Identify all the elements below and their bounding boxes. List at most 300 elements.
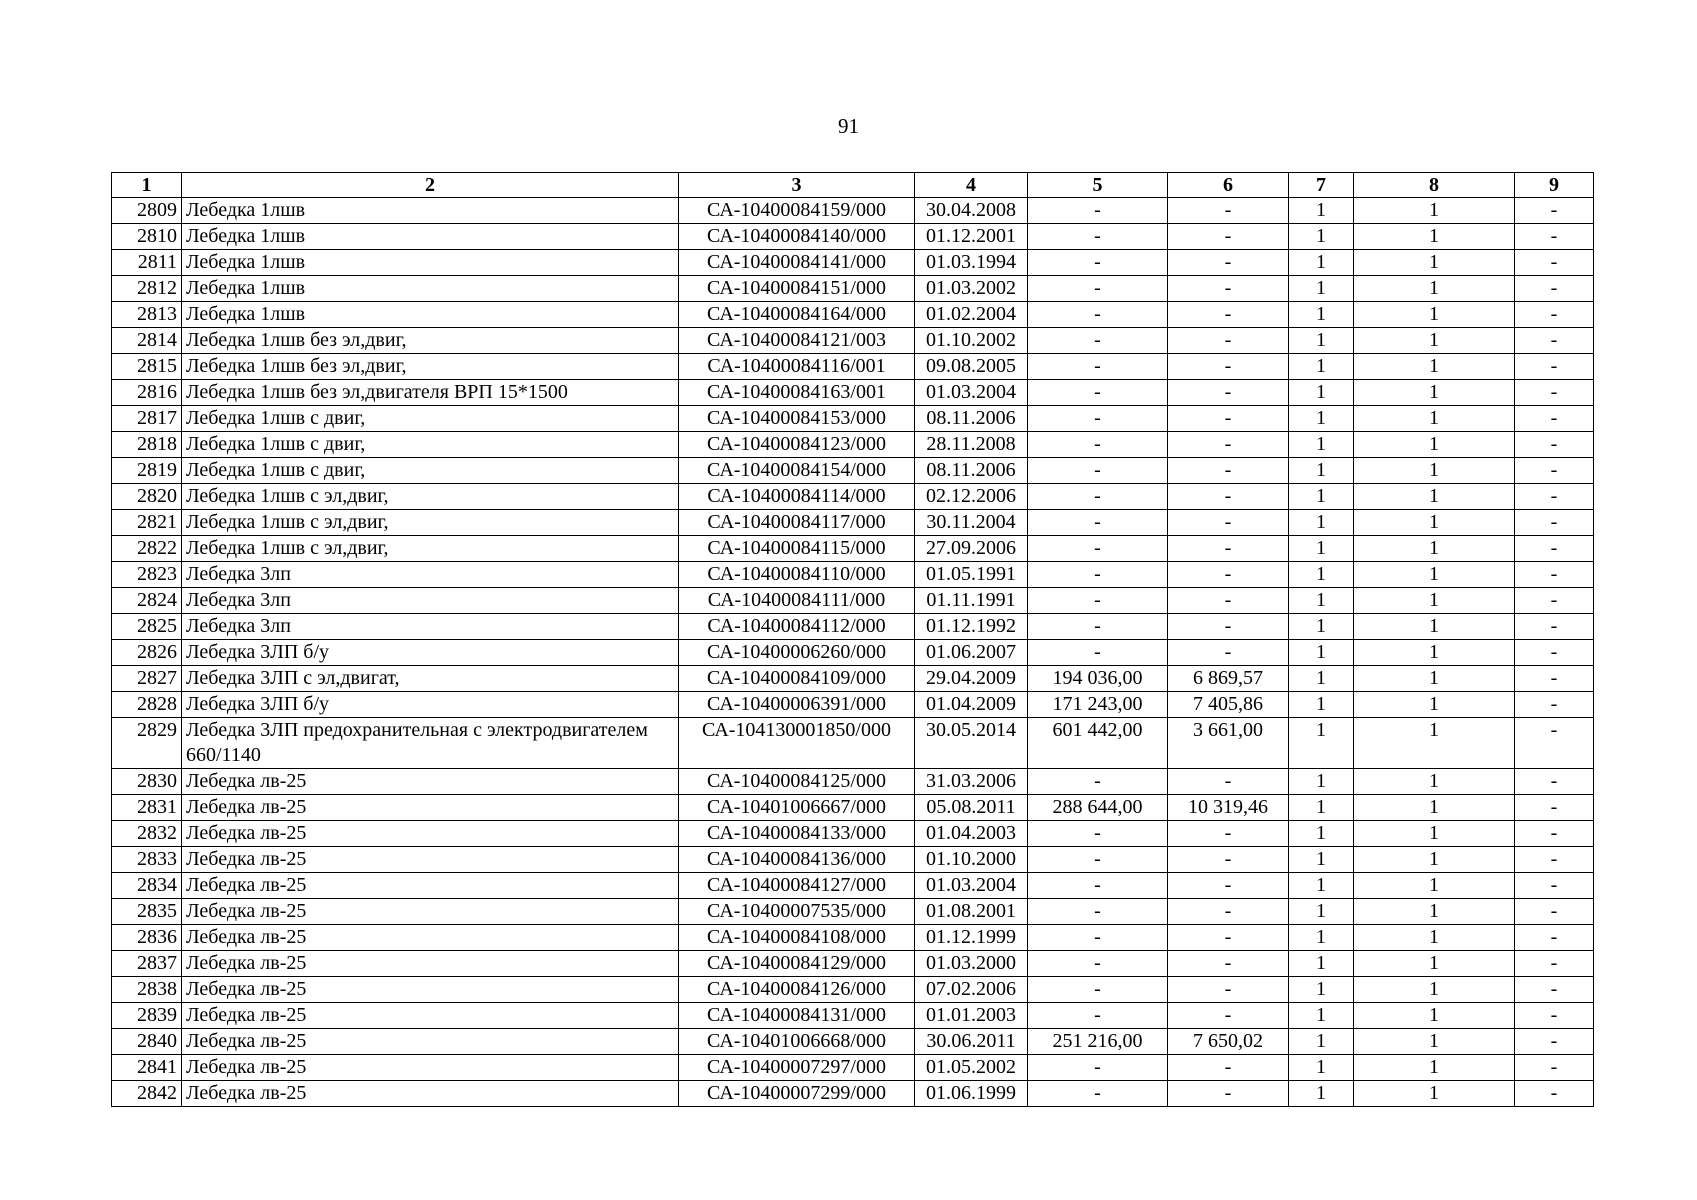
quantity-cell: 1 [1354, 977, 1515, 1003]
value-cell: 7 405,86 [1168, 692, 1289, 718]
value-cell: - [1515, 328, 1594, 354]
quantity-cell: 1 [1354, 536, 1515, 562]
value-cell: - [1168, 510, 1289, 536]
value-cell: - [1028, 302, 1168, 328]
inventory-code: СА-10400084163/001 [679, 380, 915, 406]
inventory-code: СА-10400084136/000 [679, 847, 915, 873]
value-cell: - [1515, 873, 1594, 899]
value-cell: - [1168, 951, 1289, 977]
row-number: 2829 [112, 718, 182, 769]
date-cell: 30.06.2011 [915, 1029, 1028, 1055]
table-row [112, 899, 1594, 925]
item-name: Лебедка лв-25 [182, 951, 679, 977]
inventory-code: СА-10400084109/000 [679, 666, 915, 692]
quantity-cell: 1 [1289, 795, 1354, 821]
table-row [112, 224, 1594, 250]
quantity-cell: 1 [1354, 198, 1515, 224]
quantity-cell: 1 [1354, 276, 1515, 302]
register-table [111, 172, 1594, 1107]
value-cell: - [1028, 536, 1168, 562]
date-cell: 01.12.1999 [915, 925, 1028, 951]
table-row [112, 821, 1594, 847]
value-cell: - [1028, 562, 1168, 588]
inventory-code: СА-10400084123/000 [679, 432, 915, 458]
table-row [112, 458, 1594, 484]
item-name: Лебедка лв-25 [182, 977, 679, 1003]
value-cell: - [1028, 484, 1168, 510]
date-cell: 01.10.2002 [915, 328, 1028, 354]
value-cell: - [1028, 510, 1168, 536]
value-cell: - [1515, 1029, 1594, 1055]
quantity-cell: 1 [1354, 1081, 1515, 1107]
value-cell: - [1168, 406, 1289, 432]
quantity-cell: 1 [1354, 873, 1515, 899]
quantity-cell: 1 [1354, 847, 1515, 873]
row-number: 2840 [112, 1029, 182, 1055]
value-cell: - [1168, 354, 1289, 380]
value-cell: - [1168, 977, 1289, 1003]
value-cell: - [1168, 640, 1289, 666]
quantity-cell: 1 [1354, 795, 1515, 821]
inventory-code: СА-10400084131/000 [679, 1003, 915, 1029]
inventory-code: СА-10400084153/000 [679, 406, 915, 432]
date-cell: 27.09.2006 [915, 536, 1028, 562]
row-number: 2833 [112, 847, 182, 873]
quantity-cell: 1 [1289, 484, 1354, 510]
value-cell: - [1515, 614, 1594, 640]
column-header: 5 [1028, 173, 1168, 198]
value-cell: - [1168, 484, 1289, 510]
inventory-code: СА-10400084141/000 [679, 250, 915, 276]
value-cell: - [1168, 821, 1289, 847]
item-name: Лебедка 1лшв с двиг, [182, 432, 679, 458]
date-cell: 01.12.1992 [915, 614, 1028, 640]
quantity-cell: 1 [1354, 328, 1515, 354]
inventory-code: СА-10400006391/000 [679, 692, 915, 718]
value-cell: - [1168, 1003, 1289, 1029]
table-row [112, 1029, 1594, 1055]
inventory-code: СА-10400084140/000 [679, 224, 915, 250]
value-cell: - [1515, 1003, 1594, 1029]
quantity-cell: 1 [1354, 562, 1515, 588]
inventory-code: СА-10400084125/000 [679, 769, 915, 795]
item-name: Лебедка 1лшв [182, 276, 679, 302]
value-cell: - [1515, 795, 1594, 821]
item-name: Лебедка лв-25 [182, 1029, 679, 1055]
inventory-code: СА-10400084108/000 [679, 925, 915, 951]
value-cell: - [1028, 250, 1168, 276]
table-row [112, 510, 1594, 536]
row-number: 2822 [112, 536, 182, 562]
inventory-code: СА-10400084121/003 [679, 328, 915, 354]
value-cell: - [1168, 1055, 1289, 1081]
quantity-cell: 1 [1289, 510, 1354, 536]
column-header: 1 [112, 173, 182, 198]
table-row [112, 536, 1594, 562]
table-row [112, 302, 1594, 328]
value-cell: - [1515, 1055, 1594, 1081]
table-row [112, 250, 1594, 276]
date-cell: 05.08.2011 [915, 795, 1028, 821]
quantity-cell: 1 [1289, 380, 1354, 406]
item-name: Лебедка 3лп [182, 588, 679, 614]
value-cell: - [1028, 951, 1168, 977]
value-cell: - [1515, 224, 1594, 250]
date-cell: 01.05.1991 [915, 562, 1028, 588]
value-cell: 288 644,00 [1028, 795, 1168, 821]
table-row [112, 432, 1594, 458]
inventory-code: СА-10400084154/000 [679, 458, 915, 484]
quantity-cell: 1 [1354, 1029, 1515, 1055]
table-row [112, 1055, 1594, 1081]
inventory-code: СА-10400084115/000 [679, 536, 915, 562]
quantity-cell: 1 [1354, 406, 1515, 432]
table-row [112, 328, 1594, 354]
row-number: 2811 [112, 250, 182, 276]
value-cell: - [1515, 458, 1594, 484]
quantity-cell: 1 [1354, 925, 1515, 951]
inventory-code: СА-10400084133/000 [679, 821, 915, 847]
column-header: 3 [679, 173, 915, 198]
page-number: 91 [838, 114, 859, 138]
inventory-code: СА-10401006667/000 [679, 795, 915, 821]
quantity-cell: 1 [1289, 718, 1354, 769]
inventory-code: СА-104130001850/000 [679, 718, 915, 769]
value-cell: - [1168, 847, 1289, 873]
table-row [112, 873, 1594, 899]
quantity-cell: 1 [1289, 328, 1354, 354]
quantity-cell: 1 [1289, 899, 1354, 925]
date-cell: 01.01.2003 [915, 1003, 1028, 1029]
value-cell: - [1168, 588, 1289, 614]
quantity-cell: 1 [1289, 769, 1354, 795]
value-cell: 6 869,57 [1168, 666, 1289, 692]
row-number: 2819 [112, 458, 182, 484]
date-cell: 09.08.2005 [915, 354, 1028, 380]
row-number: 2821 [112, 510, 182, 536]
date-cell: 01.03.2002 [915, 276, 1028, 302]
item-name: Лебедка лв-25 [182, 821, 679, 847]
value-cell: 3 661,00 [1168, 718, 1289, 769]
item-name: Лебедка 1лшв без эл,двигателя ВРП 15*1500 [182, 380, 679, 406]
quantity-cell: 1 [1354, 718, 1515, 769]
quantity-cell: 1 [1354, 821, 1515, 847]
inventory-code: СА-10400084129/000 [679, 951, 915, 977]
row-number: 2816 [112, 380, 182, 406]
quantity-cell: 1 [1289, 925, 1354, 951]
value-cell: 194 036,00 [1028, 666, 1168, 692]
header-row [112, 173, 1594, 198]
date-cell: 07.02.2006 [915, 977, 1028, 1003]
row-number: 2832 [112, 821, 182, 847]
inventory-code: СА-10400084164/000 [679, 302, 915, 328]
quantity-cell: 1 [1289, 198, 1354, 224]
date-cell: 01.04.2009 [915, 692, 1028, 718]
row-number: 2827 [112, 666, 182, 692]
value-cell: - [1028, 276, 1168, 302]
quantity-cell: 1 [1354, 510, 1515, 536]
inventory-code: СА-10400084117/000 [679, 510, 915, 536]
row-number: 2813 [112, 302, 182, 328]
date-cell: 01.03.2000 [915, 951, 1028, 977]
date-cell: 08.11.2006 [915, 458, 1028, 484]
value-cell: - [1515, 899, 1594, 925]
inventory-code: СА-10400084126/000 [679, 977, 915, 1003]
quantity-cell: 1 [1289, 847, 1354, 873]
value-cell: - [1028, 977, 1168, 1003]
row-number: 2826 [112, 640, 182, 666]
date-cell: 01.12.2001 [915, 224, 1028, 250]
date-cell: 28.11.2008 [915, 432, 1028, 458]
quantity-cell: 1 [1354, 484, 1515, 510]
date-cell: 01.03.1994 [915, 250, 1028, 276]
row-number: 2824 [112, 588, 182, 614]
quantity-cell: 1 [1289, 821, 1354, 847]
date-cell: 01.06.2007 [915, 640, 1028, 666]
item-name: Лебедка 3ЛП предохранительная с электродвигателем 660/1140 [182, 718, 679, 769]
item-name: Лебедка лв-25 [182, 769, 679, 795]
table-row [112, 198, 1594, 224]
row-number: 2820 [112, 484, 182, 510]
date-cell: 08.11.2006 [915, 406, 1028, 432]
value-cell: - [1028, 458, 1168, 484]
value-cell: - [1168, 250, 1289, 276]
table-row [112, 380, 1594, 406]
item-name: Лебедка лв-25 [182, 873, 679, 899]
quantity-cell: 1 [1354, 1003, 1515, 1029]
table-row [112, 718, 1594, 769]
table-row [112, 588, 1594, 614]
value-cell: - [1515, 380, 1594, 406]
item-name: Лебедка 1лшв с эл,двиг, [182, 510, 679, 536]
table-row [112, 484, 1594, 510]
quantity-cell: 1 [1289, 302, 1354, 328]
row-number: 2834 [112, 873, 182, 899]
date-cell: 01.05.2002 [915, 1055, 1028, 1081]
table-row [112, 795, 1594, 821]
row-number: 2838 [112, 977, 182, 1003]
date-cell: 01.06.1999 [915, 1081, 1028, 1107]
value-cell: - [1515, 510, 1594, 536]
date-cell: 30.04.2008 [915, 198, 1028, 224]
quantity-cell: 1 [1289, 458, 1354, 484]
item-name: Лебедка 3ЛП б/у [182, 640, 679, 666]
date-cell: 01.11.1991 [915, 588, 1028, 614]
inventory-code: СА-10400084114/000 [679, 484, 915, 510]
value-cell: - [1168, 1081, 1289, 1107]
value-cell: - [1168, 769, 1289, 795]
value-cell: - [1168, 873, 1289, 899]
value-cell: - [1028, 406, 1168, 432]
quantity-cell: 1 [1354, 899, 1515, 925]
column-header: 9 [1515, 173, 1594, 198]
value-cell: - [1515, 769, 1594, 795]
value-cell: - [1168, 614, 1289, 640]
item-name: Лебедка 1лшв с двиг, [182, 406, 679, 432]
inventory-code: СА-10400084151/000 [679, 276, 915, 302]
quantity-cell: 1 [1289, 536, 1354, 562]
value-cell: - [1028, 899, 1168, 925]
value-cell: - [1515, 432, 1594, 458]
quantity-cell: 1 [1354, 951, 1515, 977]
quantity-cell: 1 [1354, 640, 1515, 666]
value-cell: - [1515, 821, 1594, 847]
item-name: Лебедка лв-25 [182, 847, 679, 873]
value-cell: - [1028, 432, 1168, 458]
date-cell: 29.04.2009 [915, 666, 1028, 692]
value-cell: - [1028, 1081, 1168, 1107]
quantity-cell: 1 [1354, 224, 1515, 250]
row-number: 2810 [112, 224, 182, 250]
value-cell: - [1515, 562, 1594, 588]
inventory-code: СА-10400006260/000 [679, 640, 915, 666]
item-name: Лебедка 1лшв [182, 250, 679, 276]
quantity-cell: 1 [1289, 562, 1354, 588]
value-cell: - [1028, 224, 1168, 250]
column-header: 4 [915, 173, 1028, 198]
quantity-cell: 1 [1289, 666, 1354, 692]
value-cell: - [1515, 666, 1594, 692]
quantity-cell: 1 [1289, 432, 1354, 458]
value-cell: - [1168, 536, 1289, 562]
inventory-code: СА-10400084111/000 [679, 588, 915, 614]
value-cell: - [1028, 640, 1168, 666]
value-cell: 7 650,02 [1168, 1029, 1289, 1055]
value-cell: - [1168, 925, 1289, 951]
value-cell: - [1028, 847, 1168, 873]
quantity-cell: 1 [1354, 692, 1515, 718]
quantity-cell: 1 [1354, 302, 1515, 328]
table-row [112, 614, 1594, 640]
quantity-cell: 1 [1289, 588, 1354, 614]
value-cell: - [1515, 718, 1594, 769]
value-cell: 171 243,00 [1028, 692, 1168, 718]
item-name: Лебедка лв-25 [182, 1055, 679, 1081]
quantity-cell: 1 [1289, 977, 1354, 1003]
quantity-cell: 1 [1354, 250, 1515, 276]
quantity-cell: 1 [1289, 406, 1354, 432]
inventory-code: СА-10400007535/000 [679, 899, 915, 925]
value-cell: - [1168, 899, 1289, 925]
item-name: Лебедка 1лшв [182, 302, 679, 328]
quantity-cell: 1 [1354, 354, 1515, 380]
item-name: Лебедка 3ЛП б/у [182, 692, 679, 718]
quantity-cell: 1 [1289, 692, 1354, 718]
item-name: Лебедка 1лшв с эл,двиг, [182, 484, 679, 510]
quantity-cell: 1 [1354, 458, 1515, 484]
value-cell: - [1515, 302, 1594, 328]
row-number: 2837 [112, 951, 182, 977]
table-row [112, 977, 1594, 1003]
table-row [112, 406, 1594, 432]
quantity-cell: 1 [1289, 1081, 1354, 1107]
quantity-cell: 1 [1289, 276, 1354, 302]
inventory-code: СА-10400084116/001 [679, 354, 915, 380]
value-cell: - [1515, 977, 1594, 1003]
item-name: Лебедка 1лшв с эл,двиг, [182, 536, 679, 562]
table-row [112, 847, 1594, 873]
quantity-cell: 1 [1289, 224, 1354, 250]
item-name: Лебедка 1лшв без эл,двиг, [182, 328, 679, 354]
quantity-cell: 1 [1354, 432, 1515, 458]
value-cell: - [1028, 1055, 1168, 1081]
column-header: 8 [1354, 173, 1515, 198]
table-row [112, 666, 1594, 692]
date-cell: 01.08.2001 [915, 899, 1028, 925]
inventory-code: СА-10400084110/000 [679, 562, 915, 588]
value-cell: - [1515, 588, 1594, 614]
date-cell: 01.03.2004 [915, 873, 1028, 899]
value-cell: - [1515, 250, 1594, 276]
row-number: 2842 [112, 1081, 182, 1107]
row-number: 2815 [112, 354, 182, 380]
quantity-cell: 1 [1289, 354, 1354, 380]
value-cell: - [1515, 198, 1594, 224]
table-row [112, 692, 1594, 718]
quantity-cell: 1 [1289, 873, 1354, 899]
item-name: Лебедка 1лшв без эл,двиг, [182, 354, 679, 380]
table-row [112, 925, 1594, 951]
row-number: 2809 [112, 198, 182, 224]
inventory-code: СА-10400084112/000 [679, 614, 915, 640]
value-cell: - [1515, 1081, 1594, 1107]
quantity-cell: 1 [1354, 1055, 1515, 1081]
quantity-cell: 1 [1289, 640, 1354, 666]
value-cell: - [1028, 925, 1168, 951]
value-cell: - [1168, 432, 1289, 458]
inventory-code: СА-10400007297/000 [679, 1055, 915, 1081]
value-cell: - [1028, 821, 1168, 847]
row-number: 2812 [112, 276, 182, 302]
inventory-code: СА-10400084127/000 [679, 873, 915, 899]
quantity-cell: 1 [1354, 380, 1515, 406]
inventory-code: СА-10400007299/000 [679, 1081, 915, 1107]
item-name: Лебедка лв-25 [182, 925, 679, 951]
row-number: 2814 [112, 328, 182, 354]
value-cell: 251 216,00 [1028, 1029, 1168, 1055]
value-cell: - [1168, 276, 1289, 302]
row-number: 2831 [112, 795, 182, 821]
value-cell: - [1515, 536, 1594, 562]
value-cell: - [1028, 198, 1168, 224]
table-row [112, 640, 1594, 666]
value-cell: - [1028, 873, 1168, 899]
value-cell: - [1515, 276, 1594, 302]
value-cell: - [1028, 380, 1168, 406]
item-name: Лебедка 3лп [182, 614, 679, 640]
row-number: 2818 [112, 432, 182, 458]
date-cell: 31.03.2006 [915, 769, 1028, 795]
table-row [112, 354, 1594, 380]
value-cell: - [1515, 640, 1594, 666]
column-header: 6 [1168, 173, 1289, 198]
value-cell: - [1515, 951, 1594, 977]
row-number: 2825 [112, 614, 182, 640]
row-number: 2823 [112, 562, 182, 588]
quantity-cell: 1 [1289, 1055, 1354, 1081]
quantity-cell: 1 [1354, 666, 1515, 692]
date-cell: 01.02.2004 [915, 302, 1028, 328]
column-header: 2 [182, 173, 679, 198]
date-cell: 02.12.2006 [915, 484, 1028, 510]
item-name: Лебедка 1лшв [182, 198, 679, 224]
row-number: 2817 [112, 406, 182, 432]
row-number: 2830 [112, 769, 182, 795]
quantity-cell: 1 [1289, 250, 1354, 276]
value-cell: - [1168, 328, 1289, 354]
value-cell: - [1168, 380, 1289, 406]
table-row [112, 1081, 1594, 1107]
